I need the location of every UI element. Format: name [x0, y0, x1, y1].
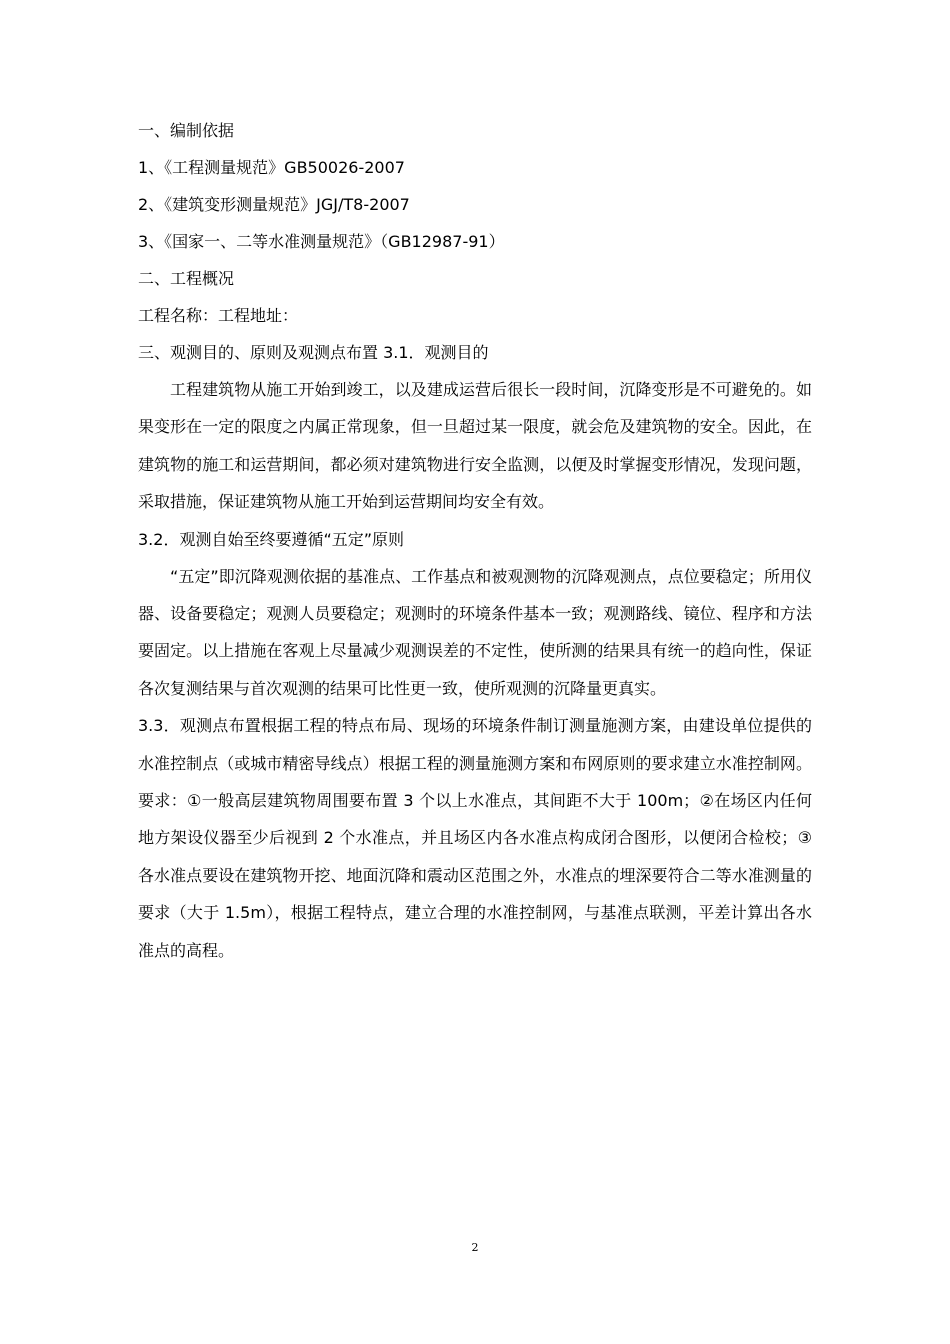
reference-item-2: 2、《建筑变形测量规范》JGJ/T8-2007: [138, 195, 410, 214]
reference-item-3: 3、《国家一、二等水准测量规范》（GB12987-91）: [138, 232, 505, 251]
paragraph-observation-purpose: 工程建筑物从施工开始到竣工，以及建成运营后很长一段时间，沉降变形是不可避免的。如果变形在一定的限度之内属正常现象，但一旦超过某一限度，就会危及建筑物的安全。因此，在建筑物的施工和运营期间，都必须对建筑物进行安全监测，以便及时掌握变形情况，发现问题，采取措施，保证建筑物从施工开始到运营期间均安全有效。: [138, 380, 812, 512]
project-info-line: 工程名称：工程地址：: [138, 306, 299, 325]
paragraph-point-layout: 3.3．观测点布置根据工程的特点布局、现场的环境条件制订测量施测方案，由建设单位提供的水准控制点（或城市精密导线点）根据工程的测量施测方案和布网原则的要求建立水准控制网。要求：①一般高层建筑物周围要布置 3 个以上水准点，其间距不大于 100m；②在场区内任何地方架设仪器至少后视到 2 个水准点，并且场区内各水准点构成闭合图形，以便闭合检校；③各水准点要设在建筑物开挖、地面沉降和震动区范围之外，水准点的埋深要符合二等水准测量的要求（大于 1.5m），根据工程特点，建立合理的水准控制网，与基准点联测，平差计算出各水准点的高程。: [138, 716, 812, 960]
document-body: [138, 112, 812, 969]
section-heading-observation: 三、观测目的、原则及观测点布置 3.1．观测目的: [138, 343, 489, 362]
section-heading-basis: 一、编制依据: [138, 121, 235, 140]
subsection-heading-five-principles: 3.2．观测自始至终要遵循“五定”原则: [138, 529, 405, 549]
reference-item-1: 1、《工程测量规范》GB50026-2007: [138, 158, 405, 177]
section-heading-overview: 二、工程概况: [138, 269, 235, 288]
paragraph-five-principles: “五定”即沉降观测依据的基准点、工作基点和被观测物的沉降观测点，点位要稳定；所用仪器、设备要稳定；观测人员要稳定；观测时的环境条件基本一致；观测路线、镜位、程序和方法要固定。以上措施在客观上尽量减少观测误差的不定性，使所测的结果具有统一的趋向性，保证各次复测结果与首次观测的结果可比性更一致，使所观测的沉降量更真实。: [138, 566, 812, 698]
page-number: 2: [471, 1241, 479, 1254]
